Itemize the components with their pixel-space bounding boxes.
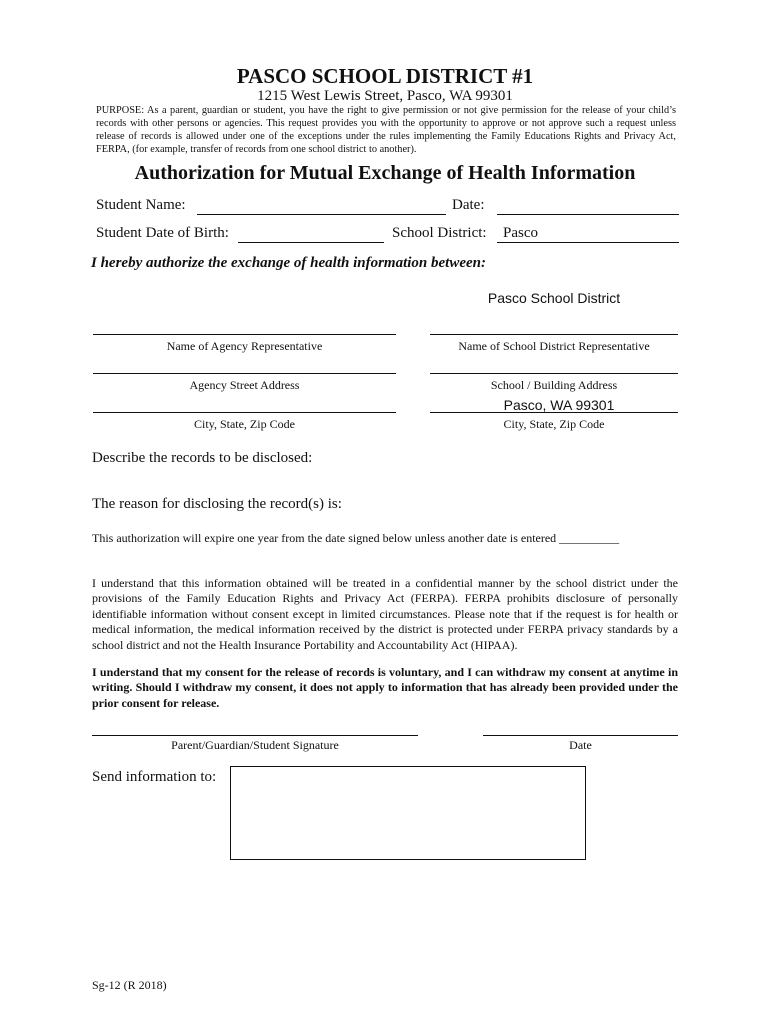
school-address-field[interactable] bbox=[430, 373, 678, 374]
agency-city-field[interactable] bbox=[93, 412, 396, 413]
school-city-field[interactable] bbox=[430, 412, 678, 413]
authorize-statement: I hereby authorize the exchange of health information between: bbox=[91, 255, 487, 271]
agency-representative-caption: Name of Agency Representative bbox=[166, 339, 323, 353]
confidentiality-paragraph: I understand that this information obtained will be treated in a confidential manner by the school district under the provisions of the Family Education Rights and Privacy Act (FERPA). FERPA prohibits disclosure of personally identifiable information without consent except in limited circumstances. Please note that if the request is for health or medical information, the medical information received by the district is protected under FERPA privacy standards by a school district and not the Health Insurance Portability and Accountability Act (HIPAA). bbox=[92, 576, 678, 652]
school-district-value: Pasco bbox=[503, 225, 538, 241]
dob-label: Student Date of Birth: bbox=[96, 225, 229, 241]
signature-date-caption: Date bbox=[569, 738, 592, 752]
school-city-caption: City, State, Zip Code bbox=[503, 417, 605, 431]
date-field[interactable] bbox=[497, 214, 679, 215]
records-description-label: Describe the records to be disclosed: bbox=[92, 450, 313, 466]
district-address: 1215 West Lewis Street, Pasco, WA 99301 bbox=[257, 88, 513, 104]
purpose-paragraph: PURPOSE: As a parent, guardian or student, you have the right to give permission or not give permission for the release of your child’s records with other persons or agencies. This request provides you with the opportunity to approve or not approve such a request unless release of records is allowed under one of the exceptions under the rules implementing the Family Educations Rights and Privacy Act, FERPA, (for example, transfer of records from one school district to another). bbox=[96, 105, 676, 155]
school-district-name-value: Pasco School District bbox=[487, 290, 621, 306]
agency-city-caption: City, State, Zip Code bbox=[194, 417, 295, 431]
form-code: Sg-12 (R 2018) bbox=[92, 978, 167, 992]
student-name-label: Student Name: bbox=[96, 197, 186, 213]
student-name-field[interactable] bbox=[197, 214, 446, 215]
district-title: PASCO SCHOOL DISTRICT #1 bbox=[236, 64, 534, 88]
expiration-statement: This authorization will expire one year from the date signed below unless another date is entered __________ bbox=[92, 531, 620, 545]
dob-field[interactable] bbox=[238, 242, 384, 243]
signature-date-field[interactable] bbox=[483, 735, 678, 736]
agency-street-field[interactable] bbox=[93, 373, 396, 374]
consent-paragraph: I understand that my consent for the release of records is voluntary, and I can withdraw my consent at anytime in writing. Should I withdraw my consent, it does not apply to information that has already been provided under the prior consent for release. bbox=[92, 665, 678, 710]
school-representative-field[interactable] bbox=[430, 334, 678, 335]
signature-caption: Parent/Guardian/Student Signature bbox=[171, 738, 339, 752]
school-district-label: School District: bbox=[392, 225, 487, 241]
send-information-label: Send information to: bbox=[92, 769, 217, 785]
agency-street-caption: Agency Street Address bbox=[189, 378, 300, 392]
date-label: Date: bbox=[452, 197, 485, 213]
signature-field[interactable] bbox=[92, 735, 418, 736]
send-information-box[interactable] bbox=[230, 766, 586, 860]
school-address-caption: School / Building Address bbox=[490, 378, 618, 392]
school-city-value: Pasco, WA 99301 bbox=[503, 397, 615, 413]
school-representative-caption: Name of School District Representative bbox=[458, 339, 650, 353]
form-title: Authorization for Mutual Exchange of Health Information bbox=[134, 162, 636, 184]
disclosure-reason-label: The reason for disclosing the record(s) is: bbox=[92, 496, 342, 512]
school-district-field[interactable] bbox=[497, 225, 679, 243]
agency-representative-field[interactable] bbox=[93, 334, 396, 335]
